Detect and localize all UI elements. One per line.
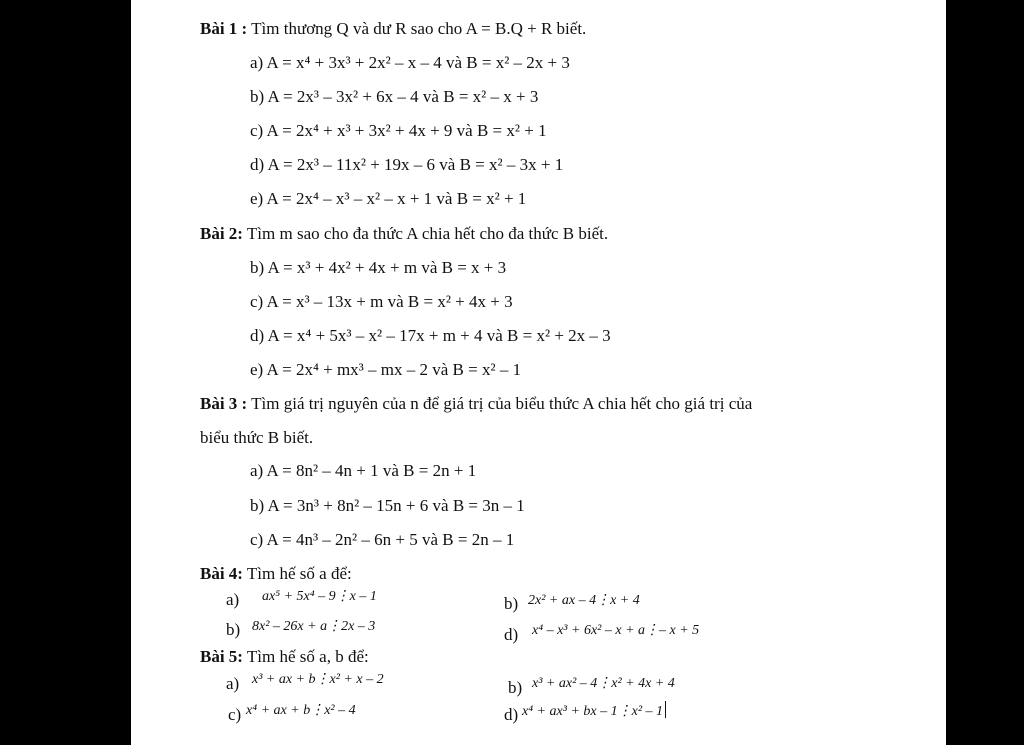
exercise-5-text: Tìm hế số a, b để: <box>242 647 369 666</box>
exercise-4-item-b-label: b) <box>504 594 519 613</box>
exercise-1-item-e: e) A = 2x⁴ – x³ – x² – x + 1 và B = x² + 1 <box>250 189 527 208</box>
exercise-5-item-d-formula: x⁴ + ax³ + bx – 1⋮x² – 1 <box>522 704 664 719</box>
exercise-3-label: Bài 3 : <box>200 394 248 413</box>
exercise-1-text: Tìm thương Q và dư R sao cho A = B.Q + R biết. <box>247 19 587 38</box>
exercise-5-item-d-formula-line[interactable] <box>522 701 666 722</box>
exercise-3-heading <box>200 394 752 414</box>
exercise-4-text: Tìm hế số a để: <box>242 564 352 583</box>
exercise-4-item-b-formula: 2x² + ax – 4⋮x + 4 <box>528 593 640 608</box>
exercise-2-label: Bài 2: <box>200 224 243 243</box>
exercise-5-heading <box>200 647 369 667</box>
text-cursor <box>665 701 666 718</box>
exercise-5-label: Bài 5: <box>200 647 243 666</box>
exercise-2-item-d: d) A = x⁴ + 5x³ – x² – 17x + m + 4 và B = x² + 2x – 3 <box>250 326 611 345</box>
exercise-2-item-e: e) A = 2x⁴ + mx³ – mx – 2 và B = x² – 1 <box>250 360 522 379</box>
exercise-3-text: Tìm giá trị nguyên của n để giá trị của biểu thức A chia hết cho giá trị của <box>247 394 753 413</box>
exercise-4-item-a-label: a) <box>226 590 240 609</box>
exercise-3-item-a: a) A = 8n² – 4n + 1 và B = 2n + 1 <box>250 461 477 480</box>
exercise-5-item-b-formula: x³ + ax² – 4⋮x² + 4x + 4 <box>532 676 675 691</box>
exercise-5-item-d-label: d) <box>504 705 519 724</box>
exercise-1-item-a: a) A = x⁴ + 3x³ + 2x² – x – 4 và B = x² – 2x + 3 <box>250 53 570 72</box>
exercise-5-item-c-formula: x⁴ + ax + b⋮x² – 4 <box>246 703 356 718</box>
exercise-4-item-b2-label: b) <box>226 620 241 639</box>
exercise-2-text: Tìm m sao cho đa thức A chia hết cho đa thức B biết. <box>242 224 609 243</box>
exercise-2-heading <box>200 224 608 244</box>
exercise-5-item-a-formula: x³ + ax + b⋮x² + x – 2 <box>252 672 384 687</box>
exercise-2-item-c: c) A = x³ – 13x + m và B = x² + 4x + 3 <box>250 292 513 311</box>
exercise-2-item-b: b) A = x³ + 4x² + 4x + m và B = x + 3 <box>250 258 507 277</box>
exercise-1-item-c: c) A = 2x⁴ + x³ + 3x² + 4x + 9 và B = x² + 1 <box>250 121 547 140</box>
exercise-1-item-d: d) A = 2x³ – 11x² + 19x – 6 và B = x² – 3x + 1 <box>250 155 564 174</box>
exercise-4-item-d-formula: x⁴ – x³ + 6x² – x + a⋮– x + 5 <box>532 623 700 638</box>
exercise-1-heading <box>200 19 586 39</box>
exercise-1-label: Bài 1 : <box>200 19 248 38</box>
exercise-4-item-a-formula: ax⁵ + 5x⁴ – 9⋮x – 1 <box>262 589 377 604</box>
exercise-4-heading <box>200 564 352 584</box>
exercise-4-item-b2-formula: 8x² – 26x + a⋮2x – 3 <box>252 619 376 634</box>
exercise-1-item-b: b) A = 2x³ – 3x² + 6x – 4 và B = x² – x + 3 <box>250 87 539 106</box>
document-page <box>131 0 946 745</box>
exercise-4-item-d-label: d) <box>504 625 519 644</box>
exercise-3-item-b: b) A = 3n³ + 8n² – 15n + 6 và B = 3n – 1 <box>250 496 525 515</box>
exercise-5-item-b-label: b) <box>508 678 523 697</box>
exercise-3-item-c: c) A = 4n³ – 2n² – 6n + 5 và B = 2n – 1 <box>250 530 515 549</box>
exercise-4-label: Bài 4: <box>200 564 243 583</box>
exercise-5-item-a-label: a) <box>226 674 240 693</box>
exercise-5-item-c-label: c) <box>228 705 242 724</box>
exercise-3-text-line-2: biểu thức B biết. <box>200 428 314 447</box>
